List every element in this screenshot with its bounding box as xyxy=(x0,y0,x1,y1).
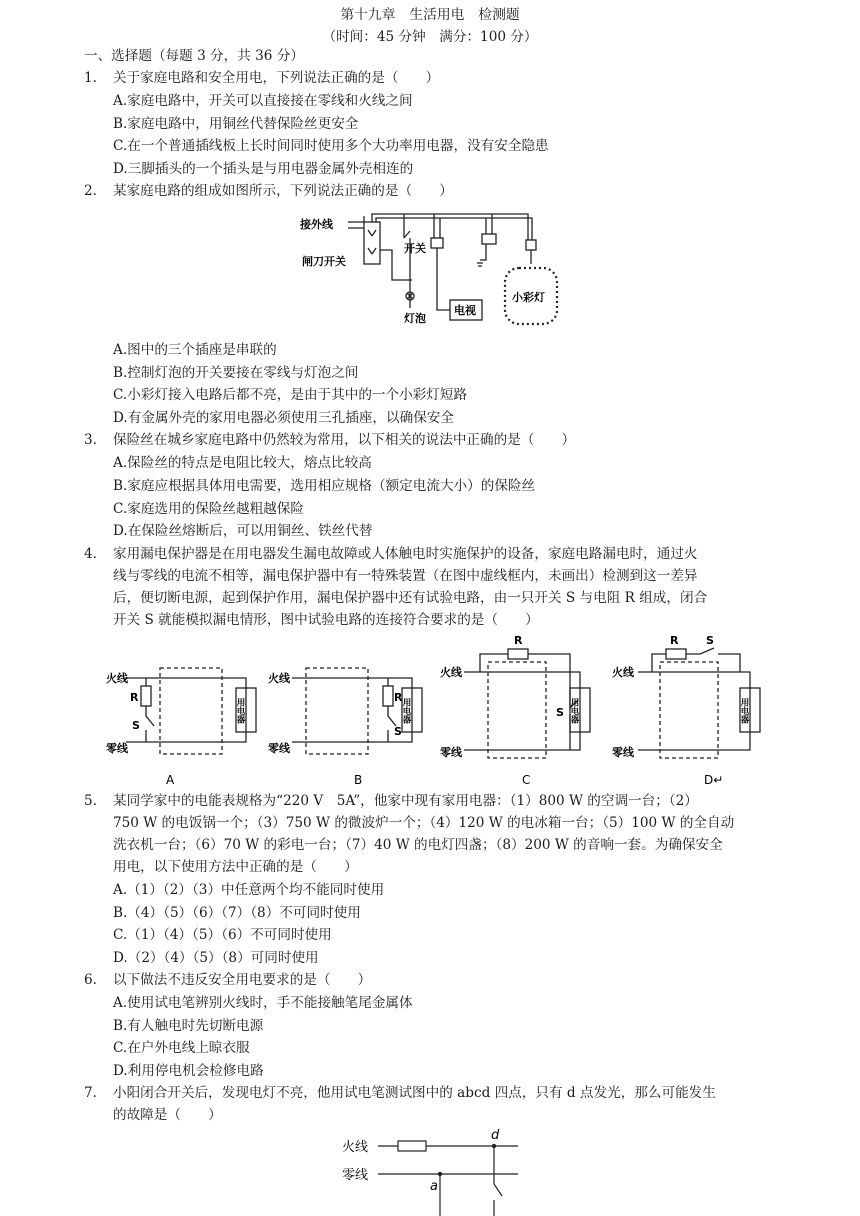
label-s-c: S xyxy=(556,706,564,719)
label-r-b: R xyxy=(394,691,403,704)
caption-b: B xyxy=(354,773,363,787)
label-neutral-a: 零线 xyxy=(106,742,128,755)
option-c: C.在户外电线上晾衣服 xyxy=(113,1040,250,1056)
question-number: 2. xyxy=(84,183,97,199)
question-number: 4. xyxy=(84,546,97,562)
question-stem: 关于家庭电路和安全用电，下列说法正确的是（ ） xyxy=(113,70,440,86)
page-title: 第十九章 生活用电 检测题 xyxy=(340,7,520,23)
question-number: 1. xyxy=(84,70,97,86)
label-switch: 开关 xyxy=(404,242,426,255)
option-d: D.利用停电机会检修电路 xyxy=(113,1063,264,1079)
question-stem-line: 开关 S 就能模拟漏电情形，图中试验电路的连接符合要求的是（ ） xyxy=(113,612,539,628)
question-stem: 保险丝在城乡家庭电路中仍然较为常用，以下相关的说法中正确的是（ ） xyxy=(113,432,576,448)
label-appliance-b: 用电器 xyxy=(401,698,411,724)
section-heading: 一、选择题（每题 3 分，共 36 分） xyxy=(84,48,304,64)
question-stem-line: 家用漏电保护器是在用电器发生漏电故障或人体触电时实施保护的设备，家庭电路漏电时，通过火 xyxy=(113,546,698,562)
label-live-b: 火线 xyxy=(268,672,290,685)
label-s-d: S xyxy=(706,634,714,647)
label-neutral-c: 零线 xyxy=(440,746,462,759)
option-a: A.图中的三个插座是串联的 xyxy=(113,342,277,358)
option-b: B.（4）（5）（6）（7）（8）不可同时使用 xyxy=(113,905,361,921)
caption-a: A xyxy=(166,773,175,787)
option-d: D.三脚插头的一个插头是与用电器金属外壳相连的 xyxy=(113,161,414,177)
label-s-a: S xyxy=(132,719,140,732)
option-c: C.家庭选用的保险丝越粗越保险 xyxy=(113,501,304,517)
page-subtitle: （时间：45 分钟 满分：100 分） xyxy=(322,29,538,45)
question-stem-line: 洗衣机一台；（6）70 W 的彩电一台；（7）40 W 的电灯四盏；（8）200 W 的音响一套。为确保安全 xyxy=(113,837,723,853)
option-a: A.保险丝的特点是电阻比较大，熔点比较高 xyxy=(113,455,372,471)
option-b: B.家庭应根据具体用电需要，选用相应规格（额定电流大小）的保险丝 xyxy=(113,478,536,494)
label-knife-switch: 闸刀开关 xyxy=(302,255,346,268)
question-stem-line: 用电，以下使用方法中正确的是（ ） xyxy=(113,859,358,875)
leakage-protector-figures xyxy=(100,632,770,790)
label-neutral-d: 零线 xyxy=(612,746,634,759)
caption-c: C xyxy=(522,773,531,787)
option-b: B.家庭电路中，用铜丝代替保险丝更安全 xyxy=(113,116,359,132)
label-appliance-d: 用电器 xyxy=(739,698,749,724)
question-stem-line: 的故障是（ ） xyxy=(113,1107,222,1123)
label-live-a: 火线 xyxy=(106,672,128,685)
label-r-d: R xyxy=(670,634,679,647)
label-s-b: S xyxy=(394,725,402,738)
label-neutral-b: 零线 xyxy=(268,742,290,755)
label-tv: 电视 xyxy=(454,304,476,317)
question-number: 7. xyxy=(84,1085,97,1101)
option-c: C.在一个普通插线板上长时间同时使用多个大功率用电器，没有安全隐患 xyxy=(113,138,549,154)
label-point-d: d xyxy=(491,1128,500,1143)
option-a: A.（1）（2）（3）中任意两个均不能同时使用 xyxy=(113,882,385,898)
label-neutral: 零线 xyxy=(342,1168,369,1183)
question-stem-line: 750 W 的电饭锅一个；（3）750 W 的微波炉一个；（4）120 W 的电冰箱一台；（5）100 W 的全自动 xyxy=(113,815,735,831)
option-b: B.控制灯泡的开关要接在零线与灯泡之间 xyxy=(113,365,359,381)
option-c: C.小彩灯接入电路后都不亮，是由于其中的一个小彩灯短路 xyxy=(113,387,468,403)
question-stem-line: 后，便切断电源，起到保护作用，漏电保护器中还有试验电路，由一只开关 S 与电阻 R 组成，闭合 xyxy=(113,590,708,606)
option-d: D.在保险丝熔断后，可以用铜丝、铁丝代替 xyxy=(113,523,373,539)
label-bulb: 灯泡 xyxy=(404,312,426,325)
label-r-c: R xyxy=(514,634,523,647)
caption-d: D↵ xyxy=(704,773,724,787)
question-stem: 以下做法不违反安全用电要求的是（ ） xyxy=(113,972,372,988)
question-number: 3. xyxy=(84,432,97,448)
option-a: A.家庭电路中，开关可以直接接在零线和火线之间 xyxy=(113,93,413,109)
label-live-c: 火线 xyxy=(440,666,462,679)
option-b: B.有人触电时先切断电源 xyxy=(113,1018,264,1034)
label-live: 火线 xyxy=(342,1140,369,1155)
question-stem-line: 线与零线的电流不相等，漏电保护器中有一特殊装置（在图中虚线框内，未画出）检测到这一差异 xyxy=(113,568,698,584)
question-stem-line: 小阳闭合开关后，发现电灯不亮，他用试电笔测试图中的 abcd 四点，只有 d 点发光，那么可能发生 xyxy=(113,1085,716,1101)
label-live-d: 火线 xyxy=(612,666,634,679)
household-circuit-figure xyxy=(300,210,570,335)
option-d: D.有金属外壳的家用电器必须使用三孔插座，以确保安全 xyxy=(113,410,454,426)
question-number: 5. xyxy=(84,793,97,809)
label-point-a: a xyxy=(430,1179,438,1194)
option-a: A.使用试电笔辨别火线时，手不能接触笔尾金属体 xyxy=(113,995,413,1011)
option-d: D.（2）（4）（5）（8）可同时使用 xyxy=(113,950,319,966)
question-stem-line: 某同学家中的电能表规格为“220 V 5A”，他家中现有家用电器：（1）800 W 的空调一台；（2） xyxy=(113,793,698,809)
fault-circuit-figure xyxy=(340,1126,530,1216)
question-stem: 某家庭电路的组成如图所示，下列说法正确的是（ ） xyxy=(113,183,453,199)
label-appliance-a: 用电器 xyxy=(235,698,245,724)
label-outer-wire: 接外线 xyxy=(300,218,333,231)
label-appliance-c: 用电器 xyxy=(569,698,579,724)
option-c: C.（1）（4）（5）（6）不可同时使用 xyxy=(113,927,332,943)
label-r-a: R xyxy=(130,691,139,704)
question-number: 6. xyxy=(84,972,97,988)
label-small-lights: 小彩灯 xyxy=(512,291,545,304)
